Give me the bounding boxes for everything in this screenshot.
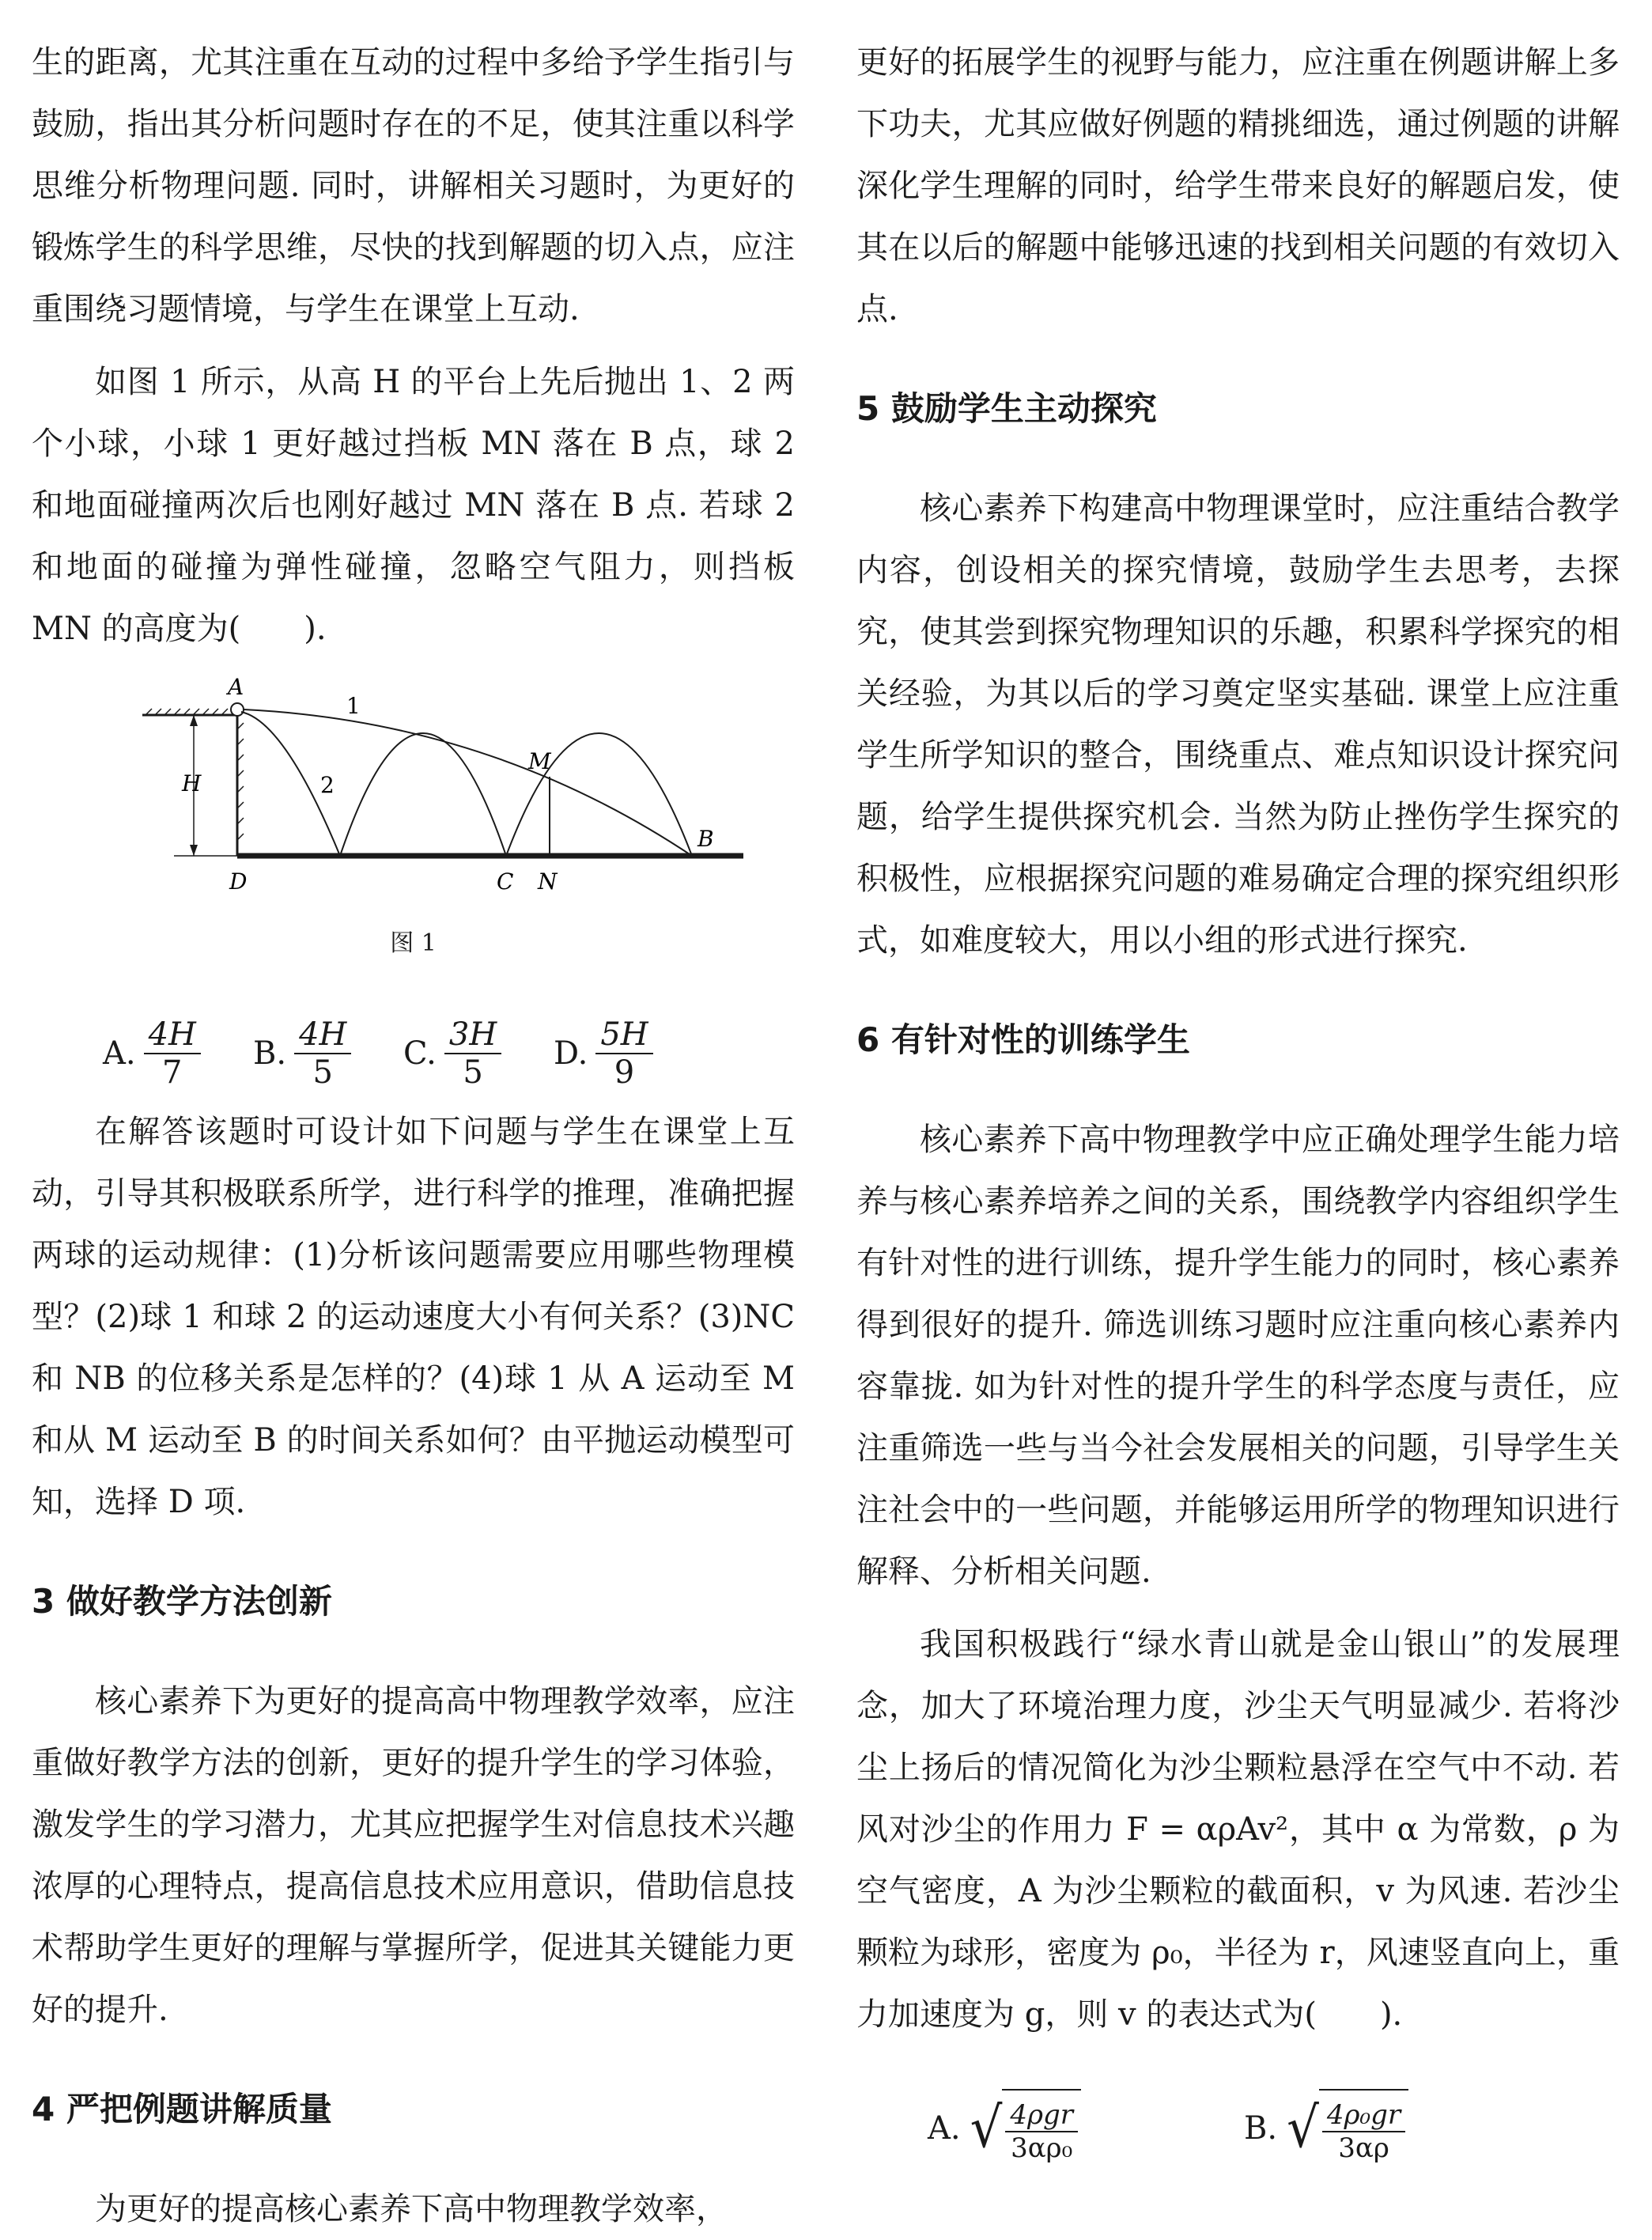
label-D: D bbox=[229, 868, 248, 895]
paragraph: 如图 1 所示，从高 H 的平台上先后抛出 1、2 两个小球，小球 1 更好越过挡板 MN 落在 B 点，球 2 和地面碰撞两次后也刚好越过 MN 落在 B 点. 若球 2 和地面的碰撞为弹性碰撞，忽略空气阻力，则挡板 MN 的高度为( ). bbox=[32, 364, 795, 647]
paragraph: 为更好的提高核心素养下高中物理教学效率， bbox=[95, 2191, 728, 2227]
right-column bbox=[856, 32, 1620, 2188]
choice-c: C. $\frac{3H}{5}$ bbox=[403, 1016, 554, 1091]
choice-a: A. $\frac{4H}{7}$ bbox=[32, 1016, 253, 1091]
choice-d: D. $\frac{5H}{9}$ bbox=[554, 1016, 704, 1091]
projectile-diagram bbox=[95, 674, 743, 967]
figure-1 bbox=[32, 674, 795, 1006]
label-H: H bbox=[182, 770, 202, 796]
left-column bbox=[32, 32, 795, 2240]
section-heading: 6 有针对性的训练学生 bbox=[856, 1020, 1190, 1059]
paragraph: 核心素养下构建高中物理课堂时，应注重结合教学内容，创设相关的探究情境，鼓励学生去思考，去探究，使其尝到探究物理知识的乐趣，积累科学探究的相关经验，为其以后的学习奠定坚实基础. 课堂上应注重学生所学知识的整合，围绕重点、难点知识设计探究问题，给学生提供探究机会. 当然为防止挫伤学生探究的积极性，应根据探究问题的难易确定合理的探究组织形式，如难度较大，用以小组的形式进行探究. bbox=[856, 490, 1620, 959]
choice-a: A. √ $\frac{\text{4ρgr}}{\text{3αρ₀}}$ bbox=[856, 2089, 1173, 2168]
paragraph: 在解答该题时可设计如下问题与学生在课堂上互动，引导其积极联系所学，进行科学的推理，准确把握两球的运动规律：(1)分析该问题需要应用哪些物理模型？(2)球 1 和球 2 的运动速度大小有何关系？(3)NC 和 NB 的位移关系是怎样的？(4)球 1 从 A 运动至 M 和从 M 运动至 B 的时间关系如何？由平抛运动模型可知，选择 D 项. bbox=[32, 1114, 795, 1520]
paragraph: 核心素养下高中物理教学中应正确处理学生能力培养与核心素养培养之间的关系，围绕教学内容组织学生有针对性的进行训练，提升学生能力的同时，核心素养得到很好的提升. 筛选训练习题时应注重向核心素养内容靠拢. 如为针对性的提升学生的科学态度与责任，应注重筛选一些与当今社会发展相关的问题，引导学生关注社会中的一些问题，并能够运用所学的物理知识进行解释、分析相关问题. bbox=[856, 1122, 1620, 1590]
label-A: A bbox=[228, 674, 244, 700]
answer-choices bbox=[856, 2069, 1620, 2188]
paragraph: 生的距离，尤其注重在互动的过程中多给予学生指引与鼓励，指出其分析问题时存在的不足，使其注重以科学思维分析物理问题. 同时，讲解相关习题时，为更好的锻炼学生的科学思维，尽快的找到解题的切入点，应注重围绕习题情境，与学生在课堂上互动. bbox=[32, 44, 795, 327]
label-M: M bbox=[528, 748, 551, 774]
label-C: C bbox=[497, 868, 514, 895]
label-1: 1 bbox=[346, 693, 361, 719]
choice-b: B. $\frac{4H}{5}$ bbox=[253, 1016, 403, 1091]
section-heading: 3 做好教学方法创新 bbox=[32, 1582, 332, 1621]
choice-b: B. √ $\frac{\text{4ρ₀gr}}{3\alpha\rho}$ bbox=[1173, 2089, 1489, 2168]
paragraph: 核心素养下为更好的提高高中物理教学效率，应注重做好教学方法的创新，更好的提升学生的学习体验，激发学生的学习潜力，尤其应把握学生对信息技术兴趣浓厚的心理特点，提高信息技术应用意识，借助信息技术帮助学生更好的理解与掌握所学，促进其关键能力更好的提升. bbox=[32, 1683, 795, 2028]
label-2: 2 bbox=[320, 772, 335, 798]
section-heading: 4 严把例题讲解质量 bbox=[32, 2090, 332, 2128]
label-B: B bbox=[697, 826, 714, 852]
figure-caption: 图 1 bbox=[390, 929, 437, 957]
section-heading: 5 鼓励学生主动探究 bbox=[856, 389, 1157, 428]
label-N: N bbox=[538, 868, 558, 895]
paragraph: 我国积极践行“绿水青山就是金山银山”的发展理念，加大了环境治理力度，沙尘天气明显减少. 若将沙尘上扬后的情况简化为沙尘颗粒悬浮在空气中不动. 若风对沙尘的作用力 F = αρAv²，其中 α 为常数，ρ 为空气密度，A 为沙尘颗粒的截面积，v 为风速. 若沙尘颗粒为球形，密度为 ρ₀，半径为 r，风速竖直向上，重力加速度为 g，则 v 的表达式为( ). bbox=[856, 1626, 1620, 2033]
answer-choices bbox=[32, 1006, 795, 1101]
paragraph: 更好的拓展学生的视野与能力，应注重在例题讲解上多下功夫，尤其应做好例题的精挑细选，通过例题的讲解深化学生理解的同时，给学生带来良好的解题启发，使其在以后的解题中能够迅速的找到相关问题的有效切入点. bbox=[856, 44, 1620, 327]
